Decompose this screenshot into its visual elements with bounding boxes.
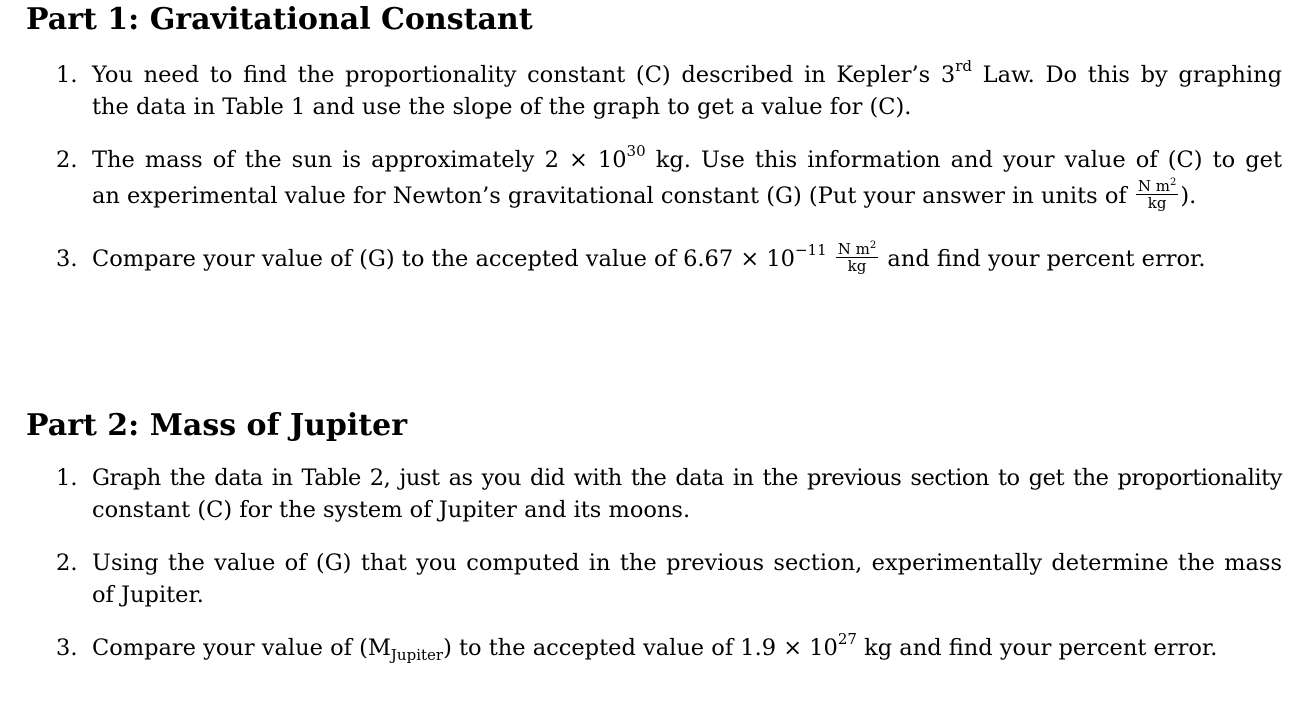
part2-item-3 (56, 629, 1282, 664)
item-line: You need to find the proportionality constant (C) described in Kepler’s 3rd Law. Do this by graphing (92, 56, 1282, 88)
item-line: constant (C) for the system of Jupiter and its moons. (92, 497, 691, 523)
part1-item-2 (56, 141, 1282, 213)
item-line: the data in Table 1 and use the slope of the graph to get a value for (C). (92, 94, 912, 120)
part2-item-1 (56, 462, 1282, 526)
units-fraction: $\frac{N m^2}{kg}$ (1137, 177, 1177, 212)
item-line: Compare your value of $(M_{Jupiter})$ to the accepted value of $1.9 \times 10^{27}$ kg and find your percent error. (92, 629, 1218, 664)
item-line: The mass of the sun is approximately $2 \times 10^{30}$ kg. Use this information and your value of (C) to get (92, 141, 1282, 173)
part1-heading: Part 1: Gravitational Constant (26, 2, 533, 37)
part1-item-1 (56, 56, 1282, 123)
item-number: 2. (56, 550, 78, 576)
item-number: 2. (56, 147, 78, 173)
item-number: 3. (56, 635, 78, 661)
units-fraction: $\frac{N m^2}{kg}$ (837, 240, 877, 275)
item-line: an experimental value for Newton’s gravitational constant (G) (Put your answer in units of $\frac{N m^2}{kg}$ ). (92, 177, 1197, 212)
part2-item-2 (56, 547, 1282, 611)
item-line: of Jupiter. (92, 582, 204, 608)
part2-heading: Part 2: Mass of Jupiter (26, 408, 408, 443)
part1-item-3 (56, 240, 1282, 276)
item-line: Using the value of (G) that you computed in the previous section, experimentally determine the mass (92, 550, 1282, 576)
item-line: Graph the data in Table 2, just as you did with the data in the previous section to get the proportionality (92, 465, 1282, 491)
item-number: 1. (56, 465, 78, 491)
item-number: 1. (56, 62, 78, 88)
item-line: Compare your value of (G) to the accepted value of $6.67 \times 10^{-11}$ $\frac{N m^2}{kg}$ and find your percent error. (92, 240, 1206, 275)
item-number: 3. (56, 246, 78, 272)
